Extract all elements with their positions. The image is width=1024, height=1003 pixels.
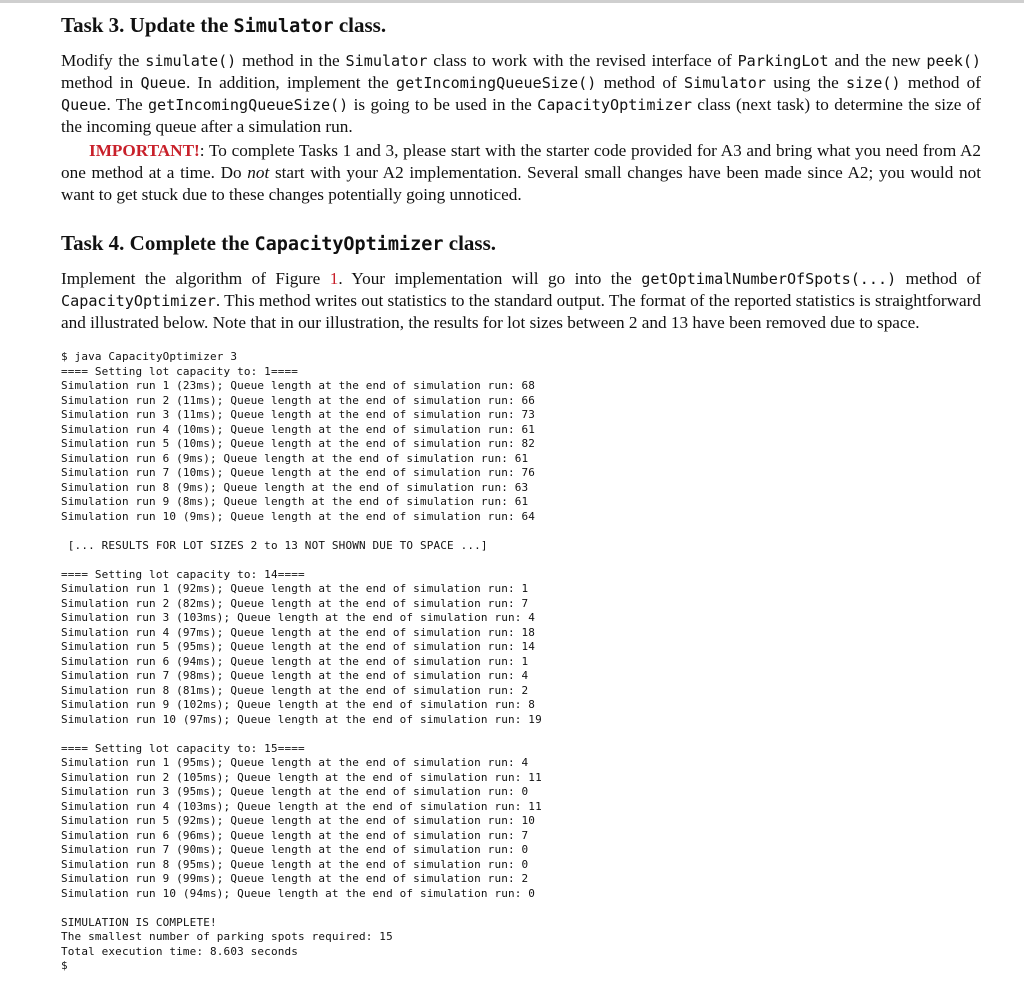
simulation-run-line: Simulation run 6 (94ms); Queue length at the end of simulation run: 1 [61,654,529,668]
simulation-run-line: Simulation run 5 (92ms); Queue length at the end of simulation run: 10 [61,814,536,827]
task4-heading: Task 4. Complete the CapacityOptimizer class. [61,231,497,255]
inline-code: ParkingLot [737,52,829,70]
text-run: method in [61,73,141,92]
inline-code: getIncomingQueueSize() [396,74,597,92]
terminal-output [61,350,981,974]
text-run: class (next task) to determine the size of the incoming queue after a simulation run. [61,95,981,136]
text-run: method of [896,269,981,288]
inline-code: Simulator [683,74,766,92]
simulation-run-line: Simulation run 3 (11ms); Queue length at the end of simulation run: 73 [61,408,536,421]
simulation-run-line: Simulation run 3 (103ms); Queue length at the end of simulation run: 4 [61,611,536,624]
text-run: : To complete Tasks 1 and 3, please start with the starter code provided for A3 and bring what you need from A2 one method at a time. Do [61,141,981,182]
simulation-run-line: Simulation run 1 (23ms); Queue length at the end of simulation run: 68 [61,379,536,392]
simulation-run-line: Simulation run 7 (10ms); Queue length at the end of simulation run: 76 [61,466,536,479]
inline-code: peek() [926,52,982,70]
text-run: method of [596,73,684,92]
simulation-run-line: Simulation run 8 (95ms); Queue length at the end of simulation run: 0 [61,857,529,871]
simulation-run-line: Simulation run 7 (90ms); Queue length at the end of simulation run: 0 [61,843,529,856]
simulation-run-line: Simulation run 2 (82ms); Queue length at the end of simulation run: 7 [61,596,529,610]
terminal-command: $ java CapacityOptimizer 3 [61,350,238,363]
text-run: using the [765,73,846,92]
text-run: . The [106,95,148,114]
text-run: . In addition, implement the [185,73,396,92]
task3-paragraph-2 [61,140,981,206]
simulation-run-line: Simulation run 3 (95ms); Queue length at the end of simulation run: 0 [61,785,529,798]
capacity-header: ==== Setting lot capacity to: 1==== [61,364,299,378]
simulation-run-line: Simulation run 10 (97ms); Queue length at the end of simulation run: 19 [61,712,542,726]
summary-line: The smallest number of parking spots required: 15 [61,930,393,943]
capacity-header: ==== Setting lot capacity to: 14==== [61,567,305,581]
simulation-run-line: Simulation run 4 (97ms); Queue length at the end of simulation run: 18 [61,625,536,639]
text-run: . Your implementation will go into the [338,269,642,288]
simulation-run-line: Simulation run 5 (10ms); Queue length at the end of simulation run: 82 [61,437,536,450]
simulation-run-line: Simulation run 4 (103ms); Queue length at the end of simulation run: 11 [61,799,542,813]
simulation-run-line: Simulation run 6 (9ms); Queue length at the end of simulation run: 61 [61,451,529,465]
task3-paragraph-1 [61,50,981,138]
inline-code: size() [845,74,901,92]
simulation-run-line: Simulation run 9 (102ms); Queue length at the end of simulation run: 8 [61,698,536,711]
inline-code: Queue [61,96,107,114]
summary-line: SIMULATION IS COMPLETE! [61,915,217,929]
important-label: IMPORTANT! [89,141,200,160]
inline-code: CapacityOptimizer [537,96,692,114]
emphasis: not [247,163,270,182]
terminal-blocks [61,365,981,902]
task3-heading: Task 3. Update the Simulator class. [61,13,387,37]
simulation-run-line: Simulation run 1 (92ms); Queue length at the end of simulation run: 1 [61,582,529,595]
omitted-results-note: [... RESULTS FOR LOT SIZES 2 to 13 NOT SHOWN DUE TO SPACE ...] [61,538,488,552]
simulation-run-line: Simulation run 7 (98ms); Queue length at the end of simulation run: 4 [61,669,529,682]
text-run: and the new [828,51,927,70]
simulation-run-line: Simulation run 9 (8ms); Queue length at the end of simulation run: 61 [61,495,529,508]
simulation-run-line: Simulation run 8 (9ms); Queue length at the end of simulation run: 63 [61,480,529,494]
inline-code: Simulator [345,52,428,70]
inline-code: Queue [140,74,186,92]
simulation-run-line: Simulation run 1 (95ms); Queue length at the end of simulation run: 4 [61,756,529,769]
simulation-run-line: Simulation run 6 (96ms); Queue length at the end of simulation run: 7 [61,828,529,842]
simulation-run-line: Simulation run 2 (11ms); Queue length at the end of simulation run: 66 [61,393,536,407]
text-run: . This method writes out statistics to the standard output. The format of the reported statistics is straightforward and illustrated below. Note that in our illustration, the results for lot sizes between 2 and 13 have been removed due to space. [61,291,981,332]
summary-line: $ [61,959,68,972]
text-run: is going to be used in the [348,95,538,114]
figure-reference: 1 [329,269,339,288]
document-body [61,10,981,974]
simulation-run-line: Simulation run 8 (81ms); Queue length at the end of simulation run: 2 [61,683,529,697]
inline-code: getIncomingQueueSize() [147,96,349,114]
simulation-run-line: Simulation run 4 (10ms); Queue length at the end of simulation run: 61 [61,422,536,436]
task4-paragraph-1 [61,268,981,334]
simulation-run-line: Simulation run 5 (95ms); Queue length at the end of simulation run: 14 [61,640,536,653]
terminal-summary [61,916,981,974]
simulation-run-line: Simulation run 10 (94ms); Queue length at the end of simulation run: 0 [61,886,536,900]
simulation-run-line: Simulation run 9 (99ms); Queue length at the end of simulation run: 2 [61,872,529,885]
inline-code: simulate() [145,52,237,70]
capacity-header: ==== Setting lot capacity to: 15==== [61,741,305,755]
inline-code: CapacityOptimizer [61,292,216,310]
simulation-run-line: Simulation run 10 (9ms); Queue length at the end of simulation run: 64 [61,509,536,523]
inline-code: getOptimalNumberOfSpots(...) [641,270,897,288]
text-run: Modify the [61,51,146,70]
text-run: method of [900,73,981,92]
page-top-border [0,0,1024,3]
text-run: method in the [236,51,346,70]
text-run: Implement the algorithm of Figure [61,269,330,288]
summary-line: Total execution time: 8.603 seconds [61,944,299,958]
text-run: class to work with the revised interface of [427,51,738,70]
text-run: start with your A2 implementation. Several small changes have been made since A2; you would not want to get stuck due to these changes potentially going unnoticed. [61,163,981,204]
simulation-run-line: Simulation run 2 (105ms); Queue length at the end of simulation run: 11 [61,770,542,784]
